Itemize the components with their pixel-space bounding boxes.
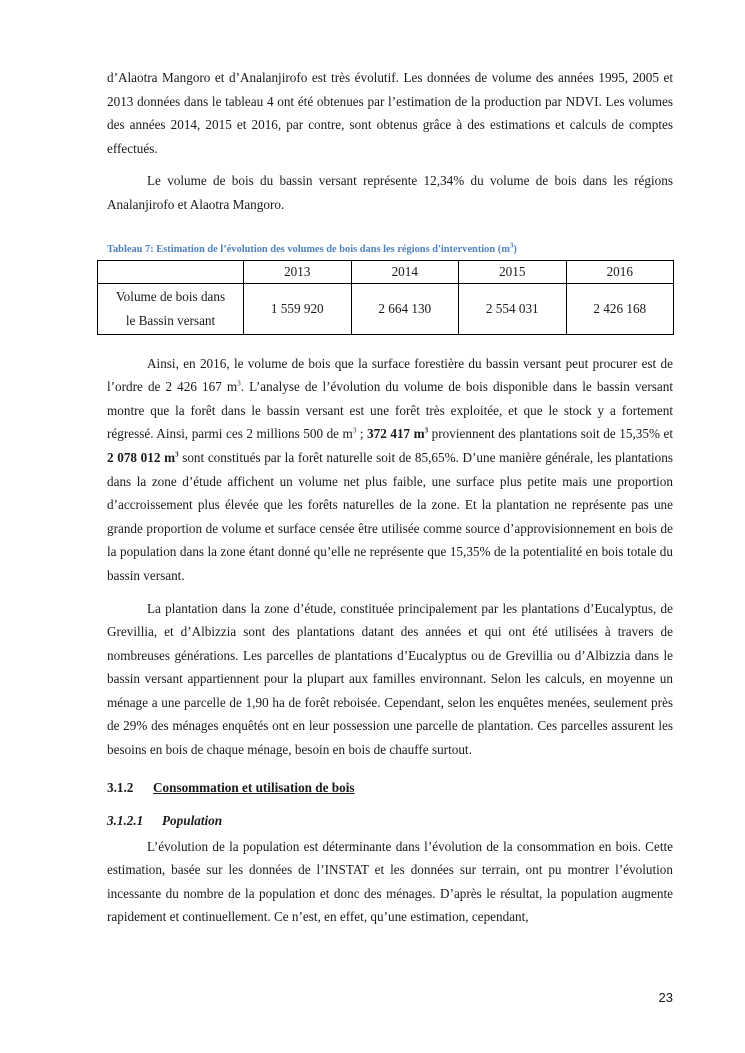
paragraph-2: Le volume de bois du bassin versant représente 12,34% du volume de bois dans les régions Analanjirofo et Alaotra Mangoro. [107,173,673,212]
p3-sup-1: 3 [237,379,241,388]
table-cell-value: 2 426 168 [566,283,674,334]
section-heading [107,778,673,798]
p3-bold-plantation-volume: 372 417 m [367,426,425,442]
table-caption-end: ) [513,243,517,255]
table-cell-value: 1 559 920 [244,283,352,334]
paragraph-5: L’évolution de la population est déterminante dans l’évolution de la consommation en bois. Cette estimation, basée sur les données de l’INSTAT et les données sur terrain, ont pu montrer l’évolution incessante du nombre de la population et donc des ménages. D’après le résultat, la population augmente rapidement et continuellement. Ce n’est, en effet, qu’une estimation, cependant, [107,838,673,925]
subsection-number: 3.1.2.1 [107,812,144,828]
table-row-label [98,283,244,334]
table-row [98,283,674,334]
p3-sup-3: 3 [424,426,429,435]
table-header-row [98,260,674,283]
table-cell-value: 2 554 031 [459,283,567,334]
p3-part-d: proviennent des plantations soit de 15,35% et [428,426,673,442]
table-caption-text: Tableau 7: Estimation de l’évolution des volumes de bois dans les régions d'intervention (m [107,243,510,255]
p3-part-e: sont constitués par la forêt naturelle soit de 85,65%. D’une manière générale, les plantations dans la zone d’étude affichent un volume net plus faible, une surface plus petite mais une proportion d’accroissement plus élevée que les forêts naturelles de la zone. Et la plantation ne représente pas une grande proportion de volume et surface censée être utilisée comme source d’approvisionnement en bois de la population dans la zone étant donné qu’elle ne représente que 15,35% de la potentialité en bois totale du bassin versant. [107,449,673,583]
p3-bold-natural-forest-volume: 2 078 012 m [107,449,176,465]
row-label-line-1: Volume de bois dans [115,288,226,304]
paragraph-1: d’Alaotra Mangoro et d’Analanjirofo est très évolutif. Les données de volume des années 1995, 2005 et 2013 données dans le tableau 4 ont été obtenues par l’estimation de la production par NDVI. Les volumes des années 2014, 2015 et 2016, par contre, sont obtenus grâce à des estimations et calculs de comptes effectués. [107,70,673,156]
table-header-year: 2015 [459,260,567,283]
subsection-heading [107,811,673,831]
p3-part-b: . L’analyse de l’évolution du volume de bois disponible dans le bassin versant montre que la forêt dans le bassin versant est une forêt très exploitée, et que le stock y a fortement régressé. Ainsi, parmi ces 2 millions 500 de m [107,379,673,442]
table-cell-value: 2 664 130 [351,283,459,334]
paragraph-3 [107,352,673,588]
p3-part-c: ; [356,426,368,442]
p3-part-a: Ainsi, en 2016, le volume de bois que la surface forestière du bassin versant peut procurer est de l’ordre de 2 426 167 m [107,355,673,395]
table-caption [107,243,673,257]
table-header-year: 2016 [566,260,674,283]
page-number: 23 [658,990,673,1005]
p3-sup-2: 3 [352,426,357,435]
table-header-year: 2014 [351,260,459,283]
wood-volume-table [97,260,674,335]
table-header-year: 2013 [244,260,352,283]
subsection-title: Population [162,812,223,828]
table-caption-superscript: 3 [509,241,514,250]
p3-sup-4: 3 [175,450,179,459]
row-label-line-2: le Bassin versant [125,312,216,328]
section-title: Consommation et utilisation de bois [153,779,355,795]
paragraph-4: La plantation dans la zone d’étude, constituée principalement par les plantations d’Eucalyptus, de Grevillia, et d’Albizzia sont des plantations datant des années et qui ont été utilisées à travers de nombreuses générations. Les parcelles de plantations d’Eucalyptus ou de Grevillia ou d’Albizzia dans le bassin versant appartiennent pour la plupart aux familles environnant. Selon les calculs, en moyenne un ménage a une parcelle de 1,90 ha de forêt reboisée. Cependant, selon les enquêtes menées, seulement près de 29% des ménages enquêtés ont en leur possession une parcelle de plantation. Ces parcelles assurent les besoins en bois de chaque ménage, besoin en bois de chauffe surtout. [107,600,673,758]
section-number: 3.1.2 [107,779,134,795]
table-header-empty [98,260,244,283]
